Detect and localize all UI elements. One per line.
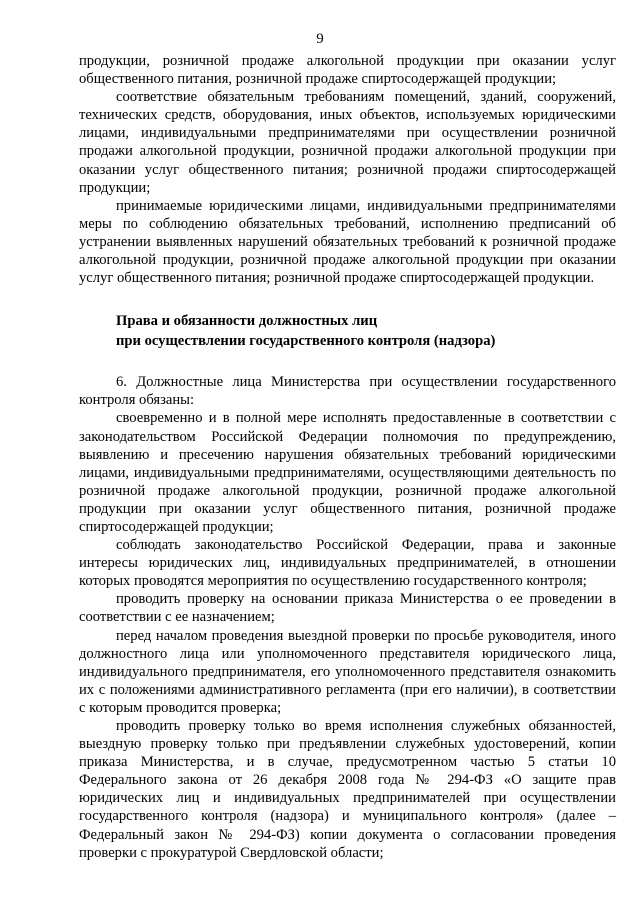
- paragraph: проводить проверку на основании приказа Министерства о ее проведении в соответствии с ее назначением;: [79, 591, 616, 626]
- section-heading: [79, 311, 616, 351]
- paragraph: соблюдать законодательство Российской Федерации, права и законные интересы юридических лиц, индивидуальных предпринимателей, в отношении которых проводятся мероприятия по осуществлению государственного контроля;: [79, 537, 616, 590]
- section-heading-line2: при осуществлении государственного контроля (надзора): [116, 333, 496, 350]
- paragraph: продукции, розничной продаже алкогольной продукции при оказании услуг общественного питания, розничной продаже спиртосодержащей продукции;: [79, 53, 616, 88]
- paragraph: своевременно и в полной мере исполнять предоставленные в соответствии с законодательством Российской Федерации полномочия по предупреждению, выявлению и пресечению нарушения обязательных требований юридическими лицами, индивидуальными предпринимателями, осуществляющими деятельность по розничной продаже алкогольной продукции, розничной продаже алкогольной продукции при оказании услуг общественного питания, розничной продаже спиртосодержащей продукции;: [79, 410, 616, 535]
- section-heading-line1: Права и обязанности должностных лиц: [116, 313, 378, 330]
- paragraph: проводить проверку только во время исполнения служебных обязанностей, выездную проверку только при предъявлении служебных удостоверений, копии приказа Министерства, и в случае, предусмотренном частью 5 статьи 10 Федерального закона от 26 декабря 2008 года № 294-ФЗ «О защите прав юридических лиц и индивидуальных предпринимателей при осуществлении государственного контроля (надзора) и муниципального контроля» (далее – Федеральный закон № 294-ФЗ) копии документа о согласовании проведения проверки с прокуратурой Свердловской области;: [79, 718, 616, 861]
- paragraph: соответствие обязательным требованиям помещений, зданий, сооружений, технических средств, оборудования, иных объектов, используемых юридическими лицами, индивидуальными предпринимателями при осуществлении розничной продажи алкогольной продукции, розничной продажи алкогольной продукции при оказании услуг общественного питания; розничной продажи спиртосодержащей продукции;: [79, 89, 616, 196]
- paragraph: перед началом проведения выездной проверки по просьбе руководителя, иного должностного лица или уполномоченного представителя юридического лица, индивидуального предпринимателя, его уполномоченного представителя ознакомить их с положениями административного регламента (при его наличии), в соответствии с которым проводится проверка;: [79, 627, 616, 716]
- paragraph: 6. Должностные лица Министерства при осуществлении государственного контроля обязаны:: [79, 374, 616, 409]
- document-body: [79, 52, 616, 862]
- page-number: 9: [316, 31, 324, 47]
- paragraph: принимаемые юридическими лицами, индивидуальными предпринимателями меры по соблюдению обязательных требований, исполнению предписаний об устранении выявленных нарушений обязательных требований к розничной продаже алкогольной продукции, розничной продаже алкогольной продукции при оказании услуг общественного питания; розничной продаже спиртосодержащей продукции.: [79, 197, 616, 287]
